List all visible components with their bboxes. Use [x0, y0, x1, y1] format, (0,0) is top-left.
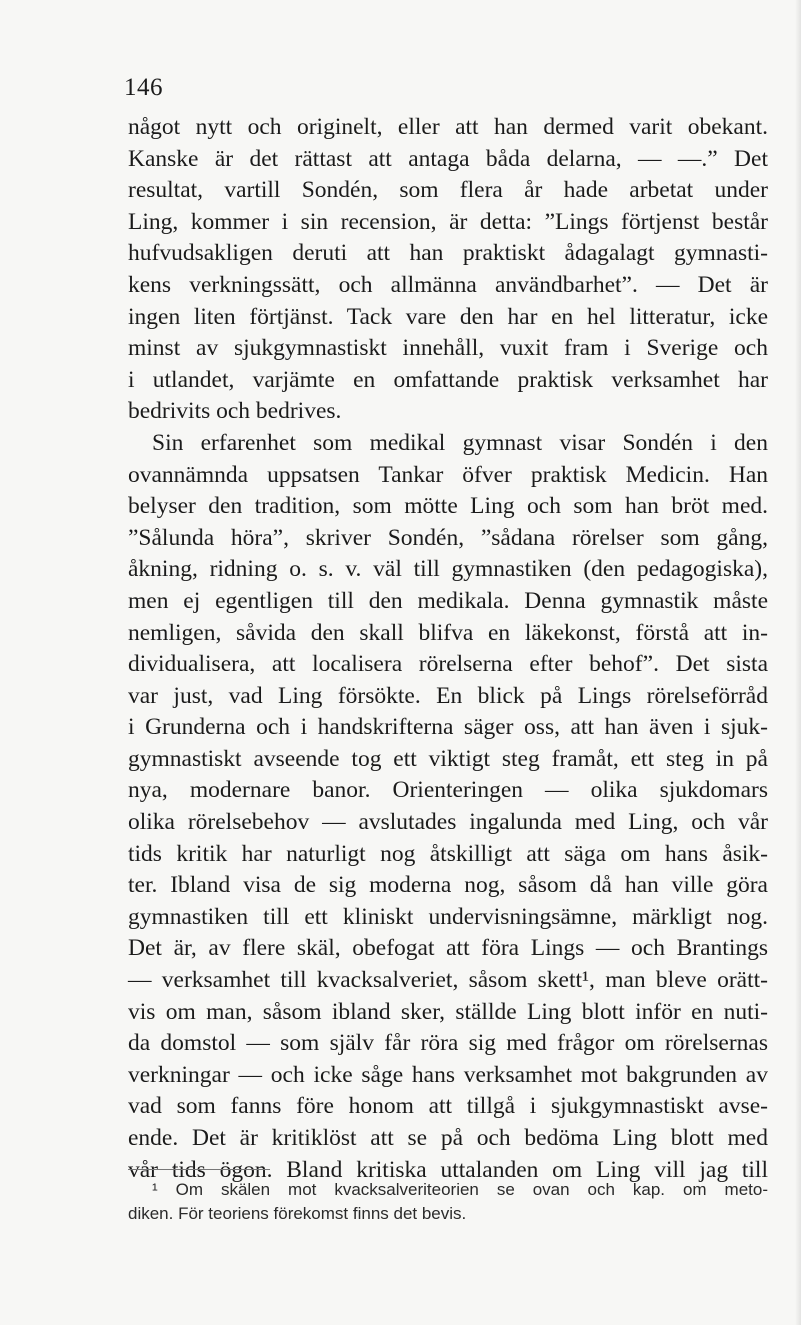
text-line: var just, vad Ling försökte. En blick på Lings rörelseförråd — [128, 682, 768, 709]
text-line: åkning, ridning o. s. v. väl till gymnastiken (den pedagogiska), — [128, 556, 768, 583]
text-line: vad som fanns före honom att tillgå i sjukgymnastiskt avse- — [128, 1093, 768, 1120]
text-line: bedrivits och bedrives. — [128, 398, 342, 425]
footnote-line: ¹ Om skälen mot kvacksalveriteorien se ovan och kap. om meto- — [152, 1180, 768, 1199]
body-text — [128, 112, 768, 1186]
text-line: minst av sjukgymnastiskt innehåll, vuxit fram i Sverige och — [128, 335, 768, 362]
text-line: nya, modernare banor. Orienteringen — olika sjukdomars — [128, 777, 768, 804]
text-line: men ej egentligen till den medikala. Denna gymnastik måste — [128, 587, 768, 614]
text-line: vis om man, såsom ibland sker, ställde Ling blott inför en nuti- — [128, 998, 768, 1025]
text-line: Ling, kommer i sin recension, är detta: ”Lings förtjenst består — [128, 208, 768, 235]
text-line: ovannämnda uppsatsen Tankar öfver praktisk Medicin. Han — [128, 461, 768, 488]
text-line: belyser den tradition, som mötte Ling och som han bröt med. — [128, 493, 768, 520]
page-number: 146 — [124, 74, 163, 101]
text-line: ende. Det är kritiklöst att se på och bedöma Ling blott med — [128, 1125, 768, 1151]
text-line: i utlandet, varjämte en omfattande praktisk verksamhet har — [128, 366, 768, 393]
text-line: da domstol — som själv får röra sig med frågor om rörelsernas — [128, 1030, 768, 1057]
text-line: verkningar — och icke såge hans verksamhet mot bakgrunden av — [128, 1061, 768, 1088]
text-line: resultat, vartill Sondén, som flera år hade arbetat under — [128, 177, 768, 204]
text-line: kens verkningssätt, och allmänna användbarhet”. — Det är — [128, 271, 768, 298]
text-line: tids kritik har naturligt nog åtskilligt att säga om hans åsik- — [128, 840, 768, 867]
text-line: olika rörelsebehov — avslutades ingalunda med Ling, och vår — [128, 809, 768, 836]
text-line: ”Sålunda höra”, skriver Sondén, ”sådana rörelser som gång, — [128, 524, 768, 551]
text-line: dividualisera, att localisera rörelserna efter behof”. Det sista — [128, 651, 768, 678]
text-line: nemligen, såvida den skall blifva en läkekonst, förstå att in- — [128, 619, 768, 646]
footnote-line: diken. För teoriens förekomst finns det bevis. — [128, 1204, 467, 1223]
text-line: något nytt och originelt, eller att han dermed varit obekant. — [128, 114, 768, 140]
footnote — [128, 1178, 768, 1226]
page-edge-shadow — [795, 0, 801, 1325]
text-line: gymnastiskt avseende tog ett viktigt steg framåt, ett steg in på — [128, 745, 768, 772]
text-line: ter. Ibland visa de sig moderna nog, såsom då han ville göra — [128, 872, 768, 899]
footnote-divider — [128, 1169, 270, 1170]
text-line: Det är, av flere skäl, obefogat att föra Lings — och Brantings — [128, 935, 768, 962]
text-line: hufvudsakligen deruti att han praktiskt ådagalagt gymnasti- — [128, 240, 768, 267]
text-line: i Grunderna och i handskrifterna säger oss, att han även i sjuk- — [128, 714, 768, 741]
text-line: — verksamhet till kvacksalveriet, såsom skett¹, man bleve orätt- — [128, 967, 768, 994]
text-line: ingen liten förtjänst. Tack vare den har en hel litteratur, icke — [128, 303, 768, 330]
text-line: Sin erfarenhet som medikal gymnast visar Sondén i den — [152, 429, 768, 456]
text-line: gymnastiken till ett kliniskt undervisningsämne, märkligt nog. — [128, 903, 768, 930]
text-line: vår tids ögon. Bland kritiska uttalanden om Ling vill jag till — [128, 1156, 768, 1183]
text-line: Kanske är det rättast att antaga båda delarna, — —.” Det — [128, 145, 768, 172]
